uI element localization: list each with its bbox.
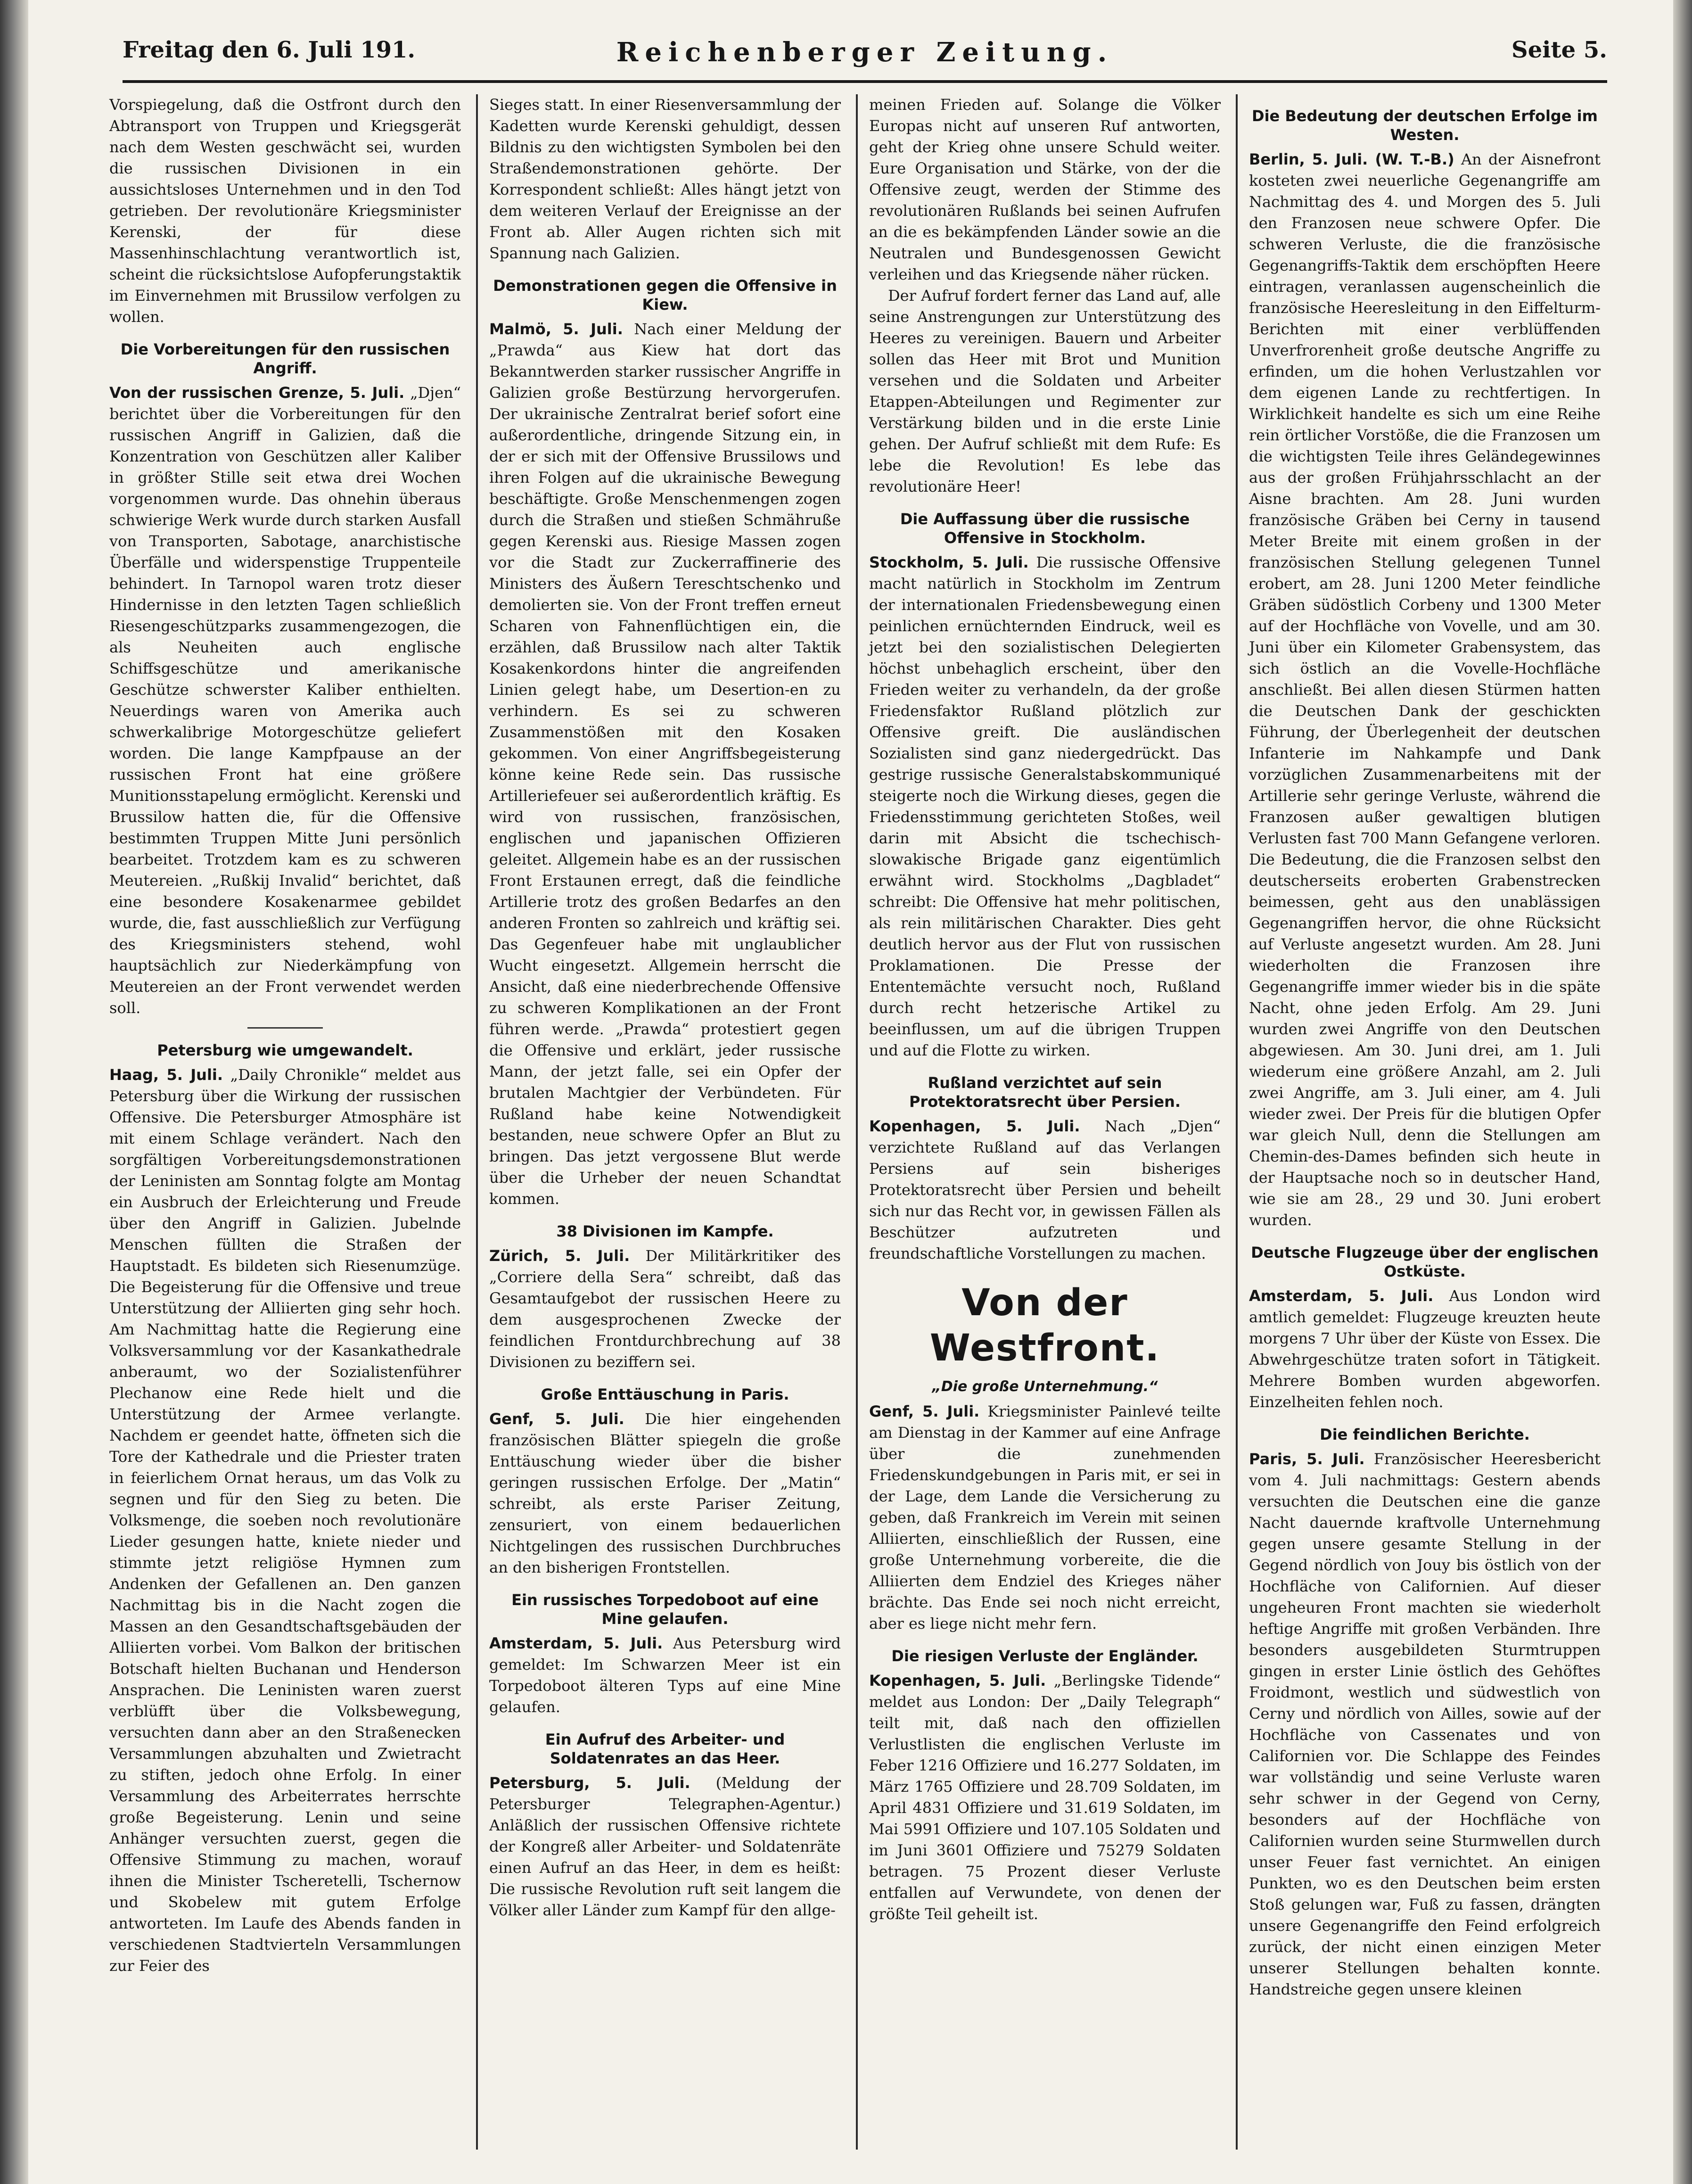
column-4 [1243,94,1606,2150]
paragraph [489,319,841,1210]
dateline: Amsterdam, 5. Juli. [1249,1287,1434,1305]
paragraph [109,1064,461,1977]
paragraph-text: Nach einer Meldung der „Prawda“ aus Kiew hat dort das Bekanntwerden starker russischer Angriffe in Galizien große Bestürzung hervorgerufen. Der ukrainische Zentralrat berief sofort eine außerordentliche, dringende Sitzung ein, in der er sich mit der Offensive Brussilows und ihren Folgen auf die ukrainische Bewegung beschäftigte. Große Menschenmengen zogen durch die Straßen und stießen Schmähruße gegen Kerenski aus. Riesige Massen zogen vor die Stadt zur Zuckerraffinerie des Ministers des Äußern Tereschtschenko und demolierten sie. Von der Front treffen erneut Scharen von Fahnenflüchtigen ein, die erzählen, daß Brussilow nach alter Taktik Kosakenkordons hinter die angreifenden Linien gelegt habe, um Desertion-en zu verhindern. Es sei zu schweren Zusammenstößen mit den Kosaken gekommen. Von einer Angriffsbegeisterung könne keine Rede sein. Das russische Artilleriefeuer sei außerordentlich kräftig. Es wird von russischen, französischen, englischen und japanischen Offizieren geleitet. Allgemein habe es an der russischen Front Erstaunen erregt, daß die feindliche Artillerie trotz des großen Bedarfes an den anderen Fronten so zahlreich und kräftig sei. Das Gegenfeuer habe mit unglaublicher Wucht eingesetzt. Allgemein herrscht die Ansicht, daß eine niederbrechende Offensive zu schweren Komplikationen an der Front führen werde. „Prawda“ protestiert gegen die Offensive und erklärt, jeder russische Mann, der jetzt falle, sei ein Opfer der brutalen Machtgier der Verbündeten. Für Rußland habe keine Notwendigkeit bestanden, neue schwere Opfer an Blut zu bringen. Das jetzt vergossene Blut werde über die Urheber der neuen Schandtat kommen. [489,320,841,1208]
dateline: Petersburg, 5. Juli. [489,1774,690,1792]
section-heading-westfront: Von der Westfront. [929,1282,1160,1369]
paragraph [1249,1286,1601,1413]
paragraph [1249,149,1601,1231]
paragraph [869,1401,1221,1634]
dateline: Von der russischen Grenze, 5. Juli. [109,384,405,402]
paragraph [869,552,1221,1061]
article-heading: Die Auffassung über die russische Offensive in Stockholm. [900,510,1190,547]
paragraph-text: Aus London wird amtlich gemeldet: Flugzeuge kreuzten heute morgens 7 Uhr über der Küste von Essex. Die Abwehrgeschütze traten sofort in Tätigkeit. Mehrere Bomben wurden abgeworfen. Einzelheiten fehlen noch. [1249,1287,1601,1411]
paragraph-text: (Meldung der Petersburger Telegraphen-Agentur.) Anläßlich der russischen Offensive richtete der Kongreß aller Arbeiter- und Soldatenräte einen Aufruf an das Heer, in dem es heißt: Die russische Revolution ruft seit langem die Völker aller Länder zum Kampf für den allge- [489,1774,841,1919]
paragraph [489,1409,841,1578]
paragraph: Vorspiegelung, daß die Ostfront durch den Abtransport von Truppen und Kriegsgerät nach dem Westen geschwächt sei, wurden die russischen Divisionen in ein aussichtsloses Unternehmen und in den Tod getrieben. Der revolutionäre Kriegsminister Kerenski, der für diese Massenhinschlachtung verantwortlich ist, scheint die rücksichtslose Aufopferungstaktik im Einvernehmen mit Brussilow verfolgen zu wollen. [109,96,461,326]
dateline: Haag, 5. Juli. [109,1066,223,1084]
paragraph [109,382,461,1019]
paragraph-text: „Daily Chronikle“ meldet aus Petersburg über die Wirkung der russischen Offensive. Die Petersburger Atmosphäre ist mit einem Schlage verändert. Nach den sorgfältigen Vorbereitungsdemonstrationen der Leninisten am Sonntag folgte am Montag ein Ausbruch der Erleichterung und Freude über den Angriff in Galizien. Jubelnde Menschen füllten die Straßen der Hauptstadt. Es bildeten sich Riesenumzüge. Die Begeisterung für die Offensive und treue Unterstützung der Alliierten ging sehr hoch. Am Nachmittag hatte die Regierung eine Volksversammlung vor der Kasankathedrale anberaumt, wo der Sozialistenführer Plechanow eine Rede hielt und die Unterstützung der Armee verlangte. Nachdem er geendet hatte, öffneten sich die Tore der Kathedrale und die Priester traten in feierlichem Ornat heraus, um das Volk zu segnen und für den Sieg zu beten. Die Volksmenge, die soeben noch revolutionäre Lieder gesungen hatte, kniete nieder und stimmte jetzt religiöse Hymnen zum Andenken der Gefallenen an. Den ganzen Nachmittag bis in die Nacht zogen die Massen an den Gesandtschaftsgebäuden der Alliierten vorbei. Vom Balkon der britischen Botschaft hielten Buchanan und Henderson Ansprachen. Die Leninisten waren zuerst verblüfft über die Volksbewegung, versuchten dann aber an den Straßenecken Versammlungen abzuhalten und Zwietracht zu stiften, jedoch ohne Erfolg. In einer Versammlung des Arbeiterrates herrschte große Begeisterung. Lenin und seine Anhänger versuchten zuerst, gegen die Offensive Stimmung zu machen, worauf ihnen die Minister Tscheretelli, Tschernow und Skobelew mit gutem Erfolge antworteten. Im Laufe des Abends fanden in verschiedenen Stadtvierteln Versammlungen zur Feier des [109,1066,461,1975]
page-header [123,28,1607,83]
dateline: Amsterdam, 5. Juli. [489,1634,663,1652]
column-rule [856,94,858,2150]
article-heading: Die feindlichen Berichte. [1320,1426,1530,1443]
divider [247,1027,323,1029]
article-heading: Demonstrationen gegen die Offensive in Kiew. [493,277,837,313]
article-heading: Deutsche Flugzeuge über der englischen Ostküste. [1251,1244,1599,1280]
dateline: Genf, 5. Juli. [489,1410,624,1428]
article-columns [104,94,1612,2150]
dateline: Kopenhagen, 5. Juli. [869,1672,1046,1690]
paragraph-text: Kriegsminister Painlevé teilte am Dienstag in der Kammer auf eine Anfrage über die zunehmenden Friedenskundgebungen in Paris mit, er sei in der Lage, dem Lande die Versicherung zu geben, daß Frankreich im Verein mit seinen Alliierten, einschließlich der Russen, eine große Unternehmung vorbereite, die die Alliierten dem Endziel des Krieges näher brächte. Das Ende sei noch nicht erreicht, aber es liege nicht mehr fern. [869,1402,1221,1632]
column-rule [1236,94,1238,2150]
dateline: Zürich, 5. Juli. [489,1247,630,1265]
paragraph [489,1772,841,1921]
header-date: Freitag den 6. Juli 191. [123,37,416,63]
paragraph-text: „Berlingske Tidende“ meldet aus London: Der „Daily Telegraph“ teilt mit, daß nach den offiziellen Verlustlisten die englischen Verluste im Feber 1216 Offiziere und 16.277 Soldaten, im März 1765 Offiziere und 28.709 Soldaten, im April 4831 Offiziere und 31.619 Soldaten, im Mai 5991 Offiziere und 107.105 Soldaten und im Juni 3601 Offiziere und 75279 Soldaten betragen. 75 Prozent dieser Verluste entfallen auf Verwundete, von denen der größte Teil geheilt ist. [869,1672,1221,1923]
scan-edge-right [1673,0,1692,2184]
article-heading: 38 Divisionen im Kampfe. [556,1222,774,1240]
column-3 [863,94,1226,2150]
newspaper-title: Reichenberger Zeitung. [616,37,1114,68]
dateline: Stockholm, 5. Juli. [869,553,1029,571]
column-1 [104,94,467,2150]
dateline: Malmö, 5. Juli. [489,320,623,338]
paragraph [1249,1449,1601,2000]
article-heading: „Die große Unternehmung.“ [932,1378,1158,1395]
dateline: Kopenhagen, 5. Juli. [869,1117,1080,1135]
page-number: Seite 5. [1511,37,1607,63]
paragraph-text: Nach „Djen“ verzichtete Rußland auf das Verlangen Persiens auf sein bisheriges Protektoratsrecht über Persien und beheilt sich nur das Recht vor, in gewissen Fällen als Beschützer aufzutreten und freundschaftliche Vorstellungen zu machen. [869,1117,1221,1262]
article-heading: Große Enttäuschung in Paris. [541,1385,789,1403]
article-heading: Die riesigen Verluste der Engländer. [891,1647,1199,1665]
paragraph-text: Die hier eingehenden französischen Blätter spiegeln die große Enttäuschung wieder über die bisher geringen russischen Erfolge. Der „Matin“ schreibt, als erste Pariser Zeitung, zensuriert, von einem bedauerlichen Nichtgelingen des russischen Durchbruches an den bisherigen Frontstellen. [489,1410,841,1576]
paragraph [489,1633,841,1718]
paragraph-text: „Djen“ berichtet über die Vorbereitungen für den russischen Angriff in Galizien, daß die Konzentration von Geschützen aller Kaliber in größter Stille seit etwa drei Wochen vorgenommen wurde. Das ohnehin überaus schwierige Werk wurde durch starken Ausfall von Transporten, Sabotage, anarchistische Überfälle und widerspenstige Truppenteile behindert. In Tarnopol waren trotz dieser Hindernisse in den letzten Tagen schließlich Riesengeschützparks zusammengezogen, die als Neuheiten auch englische Schiffsgeschütze und amerikanische Geschütze schwerster Kaliber enthielten. Neuerdings waren von Amerika auch schwerkalibrige Motorgeschütze geliefert worden. Die lange Kampfpause an der russischen Front hat eine größere Munitionsstapelung ermöglicht. Kerenski und Brussilow hatten die, für die Offensive bestimmten Truppen Mitte Juni persönlich bearbeitet. Trotzdem kam es zu schweren Meutereien. „Rußkij Invalid“ berichtet, daß eine besondere Kosakenarmee gebildet wurde, die, fast ausschließlich zur Verfügung des Kriegsministers stehend, wohl hauptsächlich zur Niederkämpfung von Meutereien an der Front verwendet werden soll. [109,384,461,1017]
dateline: Genf, 5. Juli. [869,1402,980,1420]
column-rule [476,94,478,2150]
article-heading: Ein Aufruf des Arbeiter- und Soldatenrates an das Heer. [545,1731,785,1767]
article-heading: Die Bedeutung der deutschen Erfolge im Westen. [1252,107,1598,144]
paragraph [869,1116,1221,1264]
paragraph: Der Aufruf fordert ferner das Land auf, alle seine Anstrengungen zur Unterstützung des Heeres zu vereinigen. Bauern und Arbeiter sollen das Heer mit Brot und Munition versehen und die Soldaten und Arbeiter Etappen-Abteilungen und Regimenter zur Verstärkung bilden und in die erste Linie gehen. Der Aufruf schließt mit dem Rufe: Es lebe die Revolution! Es lebe das revolutionäre Heer! [869,287,1221,495]
paragraph: meinen Frieden auf. Solange die Völker Europas nicht auf unseren Ruf antworten, geht der Krieg ohne unsere Schuld weiter. Eure Organisation und Stärke, von der die Offensive zeugt, werden der Stimme des revolutionären Rußlands bei seinen Aufrufen an die es bekämpfenden Länder sowie an die Neutralen und Bundesgenossen Gewicht verleihen und das Kriegsende näher rücken. [869,96,1221,283]
article-heading: Die Vorbereitungen für den russischen Angriff. [120,340,450,377]
paragraph [869,1670,1221,1925]
column-2 [484,94,846,2150]
scan-edge-left [0,0,28,2184]
paragraph-text: Aus Petersburg wird gemeldet: Im Schwarzen Meer ist ein Torpedoboot älteren Typs auf eine Mine gelaufen. [489,1634,841,1716]
paragraph: Sieges statt. In einer Riesenversammlung der Kadetten wurde Kerenski gehuldigt, dessen Bildnis zu den wichtigsten Symbolen bei den Straßendemonstrationen gehörte. Der Korrespondent schließt: Alles hängt jetzt von dem weiteren Verlauf der Ereignisse an der Front ab. Aller Augen richten sich mit Spannung nach Galizien. [489,96,841,262]
paragraph-text: An der Aisnefront kosteten zwei neuerliche Gegenangriffe am Nachmittag des 4. und Morgen des 5. Juli den Franzosen neue schwere Opfer. Die schweren Verluste, die die französische Gegenangriffs-Taktik dem erschöpften Heere eintragen, veranlassen augenscheinlich die französische Heeresleitung in den Eiffelturm-Berichten mit einer verblüffenden Unverfrorenheit große deutsche Angriffe zu erfinden, um die hohen Verlustzahlen vor dem eigenen Lande zu rechtfertigen. In Wirklichkeit handelte es sich um eine Reihe rein örtlicher Vorstöße, die die Franzosen um die wichtigsten Teile ihres Geländegewinnes aus der großen Frühjahrsschlacht an der Aisne brachten. Am 28. Juni wurden französische Gräben bei Cerny in tausend Meter Breite mit einem großen in der französischen Stellung gelegenen Tunnel erobert, am 28. Juni 1200 Meter feindliche Gräben südöstlich Corbeny und 1300 Meter auf der Hochfläche von Vovelle, und am 30. Juni über ein Kilometer Grabensystem, das sich östlich an die Vovelle-Hochfläche anschließt. Bei allen diesen Stürmen hatten die Deutschen Dank der geschickten Führung, der Überlegenheit der deutschen Infanterie im Nahkampfe und Dank vorzüglichen Zusammenarbeitens mit der Artillerie sehr geringe Verluste, während die Franzosen außer gewaltigen blutigen Verlusten fast 700 Mann Gefangene verloren. Die Bedeutung, die die Franzosen selbst den deutscherseits eroberten Grabenstrecken beimessen, geht aus den unablässigen Gegenangriffen hervor, die ohne Rücksicht auf Verluste angesetzt wurden. Am 28. Juni wiederholten die Franzosen ihre Gegenangriffe immer wieder bis in die späte Nacht, ohne jeden Erfolg. Am 29. Juni wurden zwei Angriffe von den Deutschen abgewiesen. Am 30. Juni drei, am 1. Juli wiederum eine größere Anzahl, am 2. Juli zwei Angriffe, am 3. Juli einer, am 4. Juli wieder zwei. Der Preis für die blutigen Opfer war gleich Null, denn die Stellungen am Chemin-des-Dames befinden sich heute in der Hauptsache noch so in deutscher Hand, wie sie am 28., 29 und 30. Juni erobert wurden. [1249,150,1601,1229]
dateline: Berlin, 5. Juli. (W. T.-B.) [1249,150,1454,168]
paragraph-text: Der Militärkritiker des „Corriere della Sera“ schreibt, daß das Gesamtaufgebot der russischen Heere zu dem ausgesprochenen Zwecke der feindlichen Frontdurchbrechung auf 38 Divisionen zu beziffern sei. [489,1247,841,1371]
paragraph-text: Die russische Offensive macht natürlich in Stockholm im Zentrum der internationalen Friedensbewegung einen peinlichen ernüchternden Eindruck, weil es jetzt bei den sozialistischen Delegierten höchst unbehaglich erscheint, über den Frieden weiter zu verhandeln, da der große Friedensfaktor Rußland plötzlich zur Offensive greift. Die ausländischen Sozialisten sind ganz niedergedrückt. Das gestrige russische Generalstabskommuniqué steigerte noch die Wirkung dieses, gegen die Friedensstimmung gerichteten Stoßes, weil darin mit Absicht die tschechisch-slowakische Brigade ganz eigentümlich erwähnt wird. Stockholms „Dagbladet“ schreibt: Die Offensive hat mehr politischen, als rein militärischen Charakter. Dies geht deutlich hervor aus der Flut von russischen Proklamationen. Die Presse der Ententemächte versucht noch, Rußland durch recht hetzerische Artikel zu beeinflussen, um auf die übrigen Truppen und auf die Flotte zu wirken. [869,553,1221,1059]
article-heading: Petersburg wie umgewandelt. [157,1041,413,1059]
dateline: Paris, 5. Juli. [1249,1450,1365,1468]
paragraph-text: Französischer Heeresbericht vom 4. Juli nachmittags: Gestern abends versuchten die Deutschen eine die ganze Nacht dauernde kraftvolle Unternehmung gegen unsere gesamte Stellung in der Gegend nördlich von Jouy bis östlich von der Hochfläche von Californien. Auf dieser ungeheuren Front machten sie wiederholt heftige Angriffe mit großen Verbänden. Ihre besonders ausgebildeten Sturmtruppen gingen in erster Linie östlich des Gehöftes Froidmont, westlich und südwestlich von Cerny und nördlich von Ailles, sowie auf der Hochfläche von Cassenates und von Californien vor. Die Schlappe des Feindes war vollständig und seine Verluste waren sehr schwer in der Gegend von Cerny, besonders auf der Hochfläche von Californien wurden seine Sturmwellen durch unser Feuer fast vernichtet. An einigen Punkten, wo es den Deutschen beim ersten Stoß gelungen war, Fuß zu fassen, drängten unsere Gegenangriffe den Feind erfolgreich zurück, der nicht einen einzigen Meter unserer Stellungen behalten konnte. Handstreiche gegen unsere kleinen [1249,1450,1601,1998]
article-heading: Rußland verzichtet auf sein Protektoratsrecht über Persien. [909,1074,1181,1111]
article-heading: Ein russisches Torpedoboot auf eine Mine gelaufen. [511,1591,819,1628]
paragraph [489,1245,841,1373]
